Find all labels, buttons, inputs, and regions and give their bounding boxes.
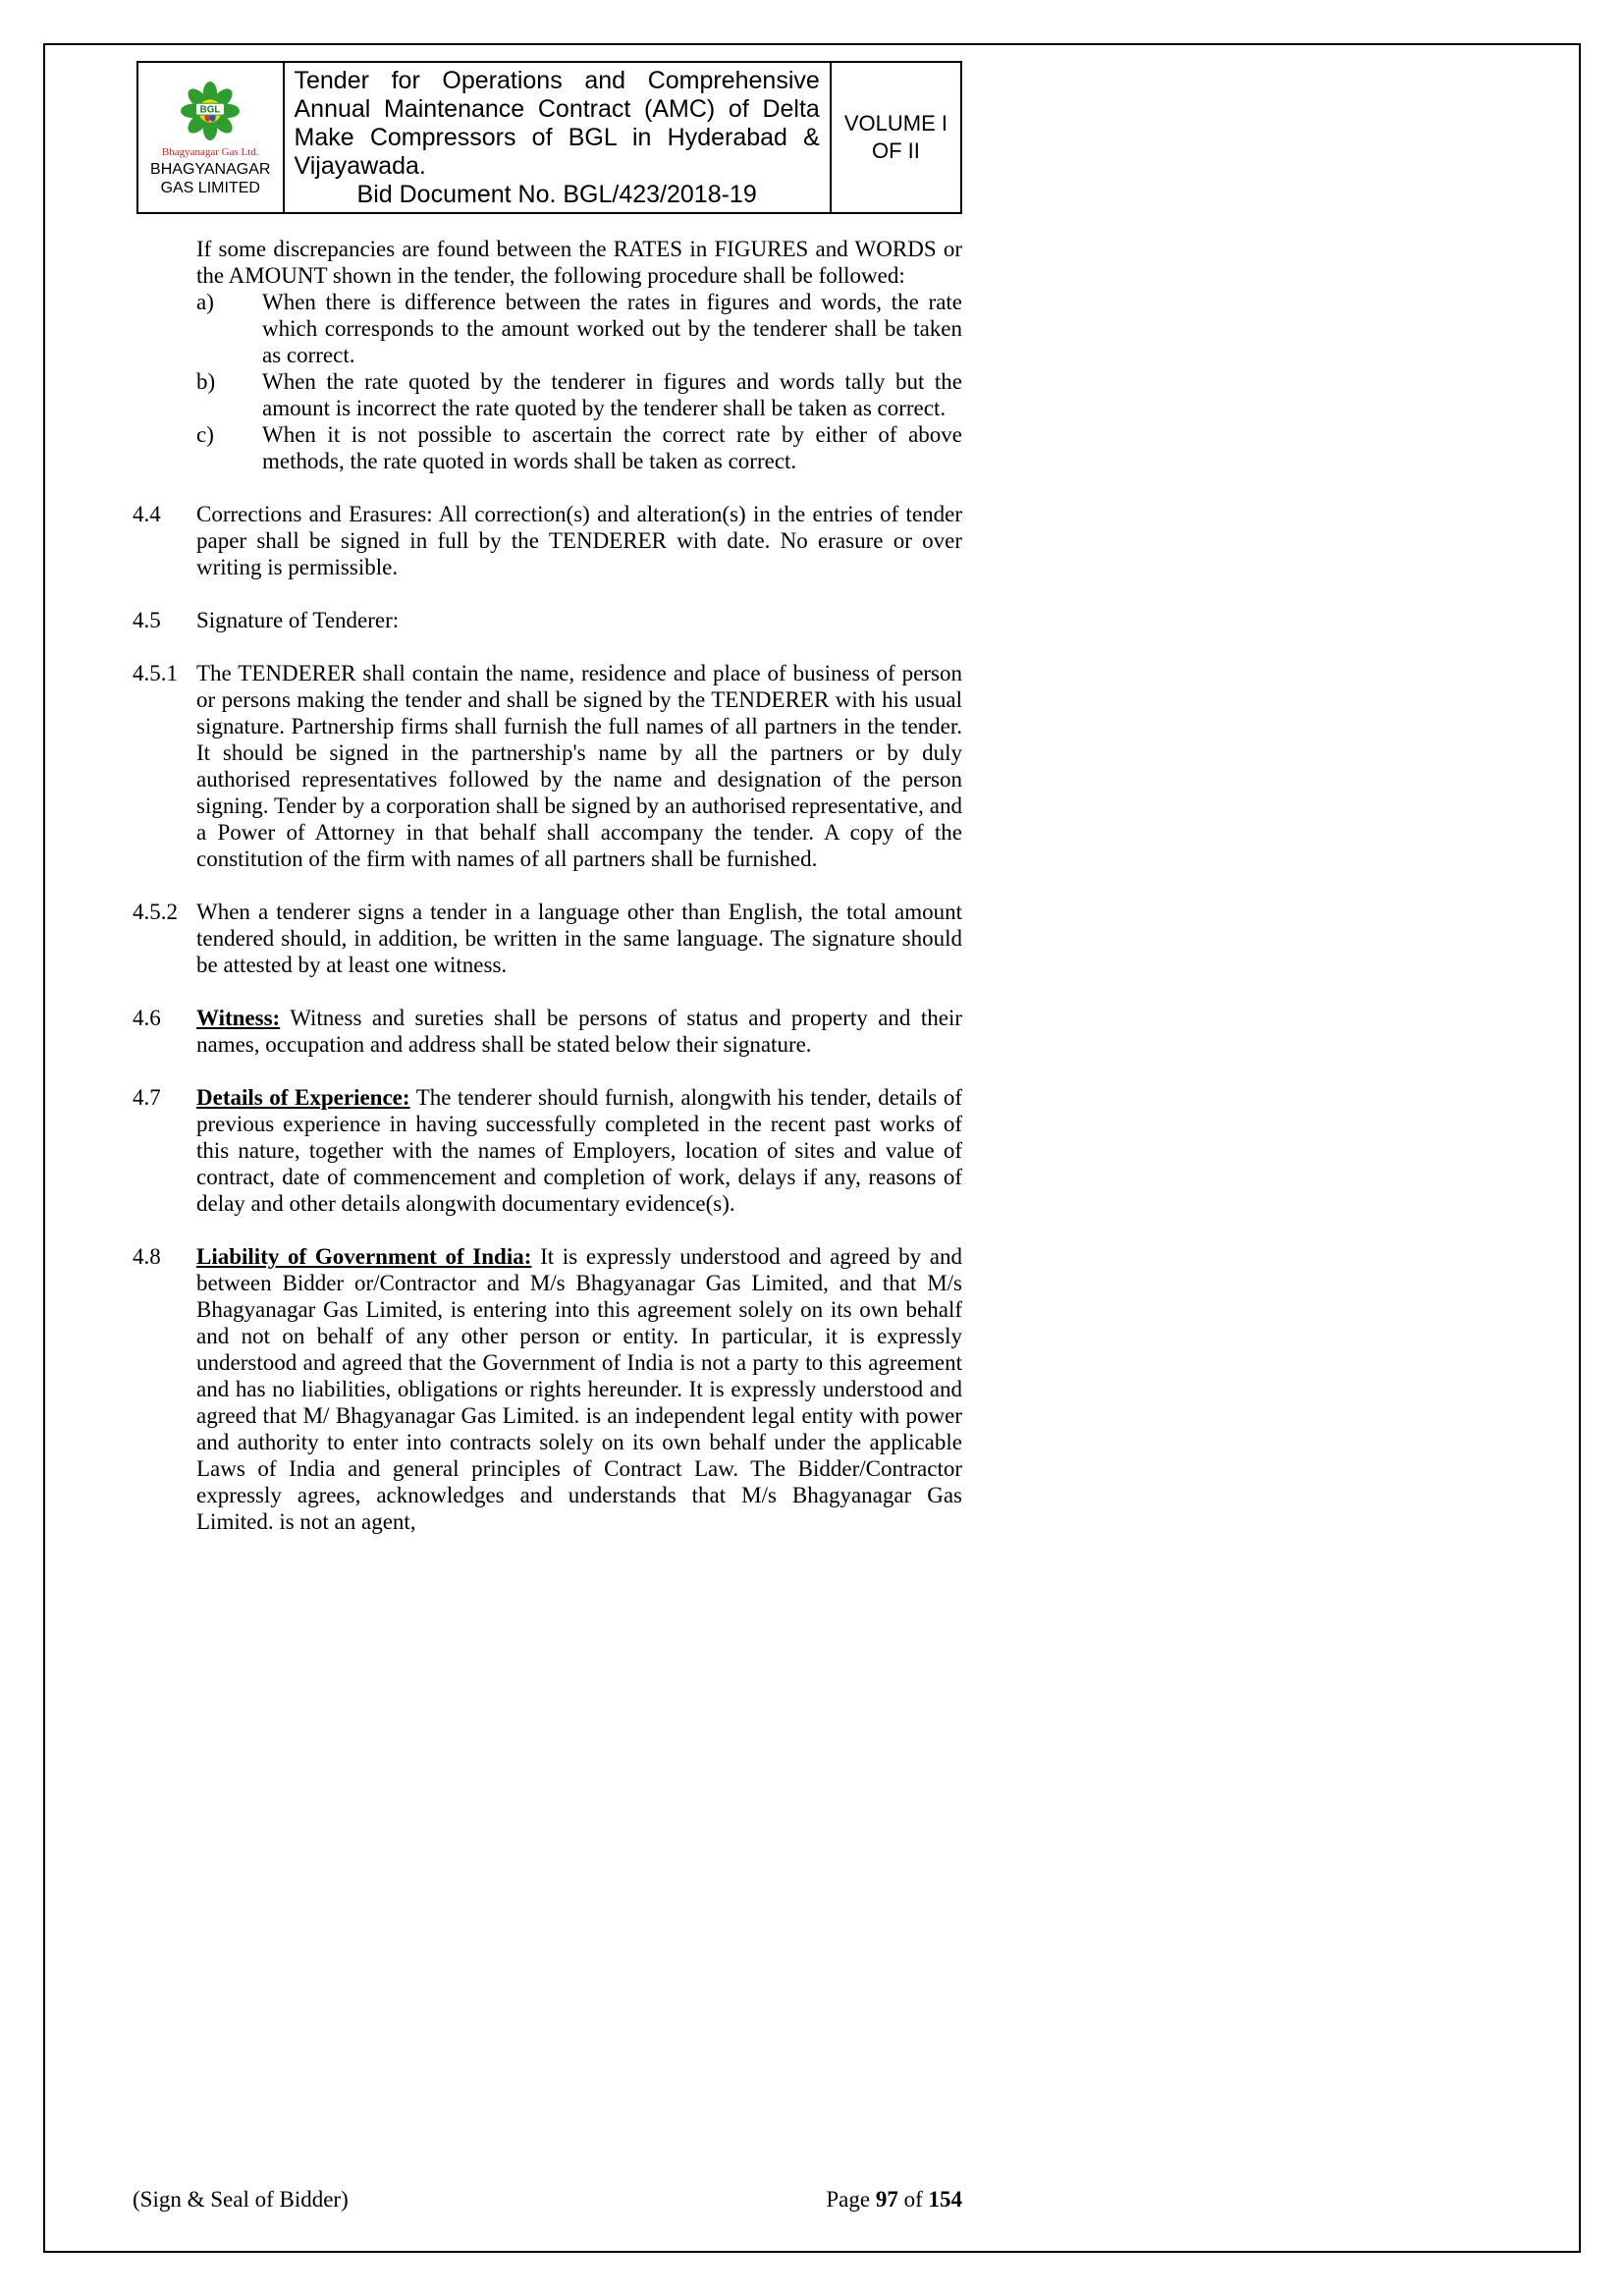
section-number: 4.7 <box>133 1085 161 1110</box>
tender-title: Tender for Operations and Comprehensive Annual Maintenance Contract (AMC) of Delta Make Compressors of BGL in Hyderabad & Vijayawada. <box>294 67 820 180</box>
volume-line-2: OF II <box>871 138 920 163</box>
list-label: b) <box>196 369 216 394</box>
list-text: When it is not possible to ascertain the correct rate by either of above methods, the rate quoted in words shall be taken as correct. <box>262 422 962 473</box>
volume-cell <box>831 62 961 213</box>
list-item-c <box>196 421 962 474</box>
section-number: 4.6 <box>133 1006 161 1030</box>
section-text: Witness: Witness and sureties shall be persons of status and property and their names, occupation and address shall be stated below their signature. <box>196 1006 962 1057</box>
section-text: Corrections and Erasures: All correction(s) and alteration(s) in the entries of tender paper shall be signed in full by the TENDERER with date. No erasure or over writing is permissible. <box>196 502 962 579</box>
list-label: c) <box>196 422 214 447</box>
section-4-6 <box>133 1005 962 1058</box>
logo-cell <box>137 62 284 213</box>
section-text: When a tenderer signs a tender in a language other than English, the total amount tendered should, in addition, be written in the same language. The signature should be attested by at least one witness. <box>196 900 962 977</box>
volume-line-1: VOLUME I <box>843 111 947 136</box>
logo-acronym: BGL <box>199 104 221 116</box>
section-text: The TENDERER shall contain the name, residence and place of business of person or persons making the tender and shall be signed by the TENDERER with his usual signature. Partnership firms shall furnish the full names of all partners in the tender. It should be signed in the partnership's name by all the partners or by duly authorised representatives followed by the name and designation of the person signing. Tender by a corporation shall be signed by an authorised representative, and a Power of Attorney in that behalf shall accompany the tender. A copy of the constitution of the firm with names of all partners shall be furnished. <box>196 661 962 871</box>
company-name: BHAGYANAGAR GAS LIMITED <box>150 160 271 196</box>
bid-document-number: Bid Document No. BGL/423/2018-19 <box>356 181 757 208</box>
header-table <box>136 61 962 214</box>
page-total: 154 <box>928 2187 962 2212</box>
section-4-8 <box>133 1243 962 1535</box>
section-text: Liability of Government of India: It is expressly understood and agreed by and between Bidder or/Contractor and M/s Bhagyanagar Gas Limited, and that M/s Bhagyanagar Gas Limited, is entering into this agreement solely on its own behalf and not on behalf of any other person or entity. In particular, it is expressly understood and agreed that the Government of India is not a party to this agreement and has no liabilities, obligations or rights hereunder. It is expressly understood and agreed that M/ Bhagyanagar Gas Limited. is an independent legal entity with power and authority to enter into contracts solely on its own behalf under the applicable Laws of India and general principles of Contract Law. The Bidder/Contractor expressly agrees, acknowledges and understands that M/s Bhagyanagar Gas Limited. is not an agent, <box>196 1244 962 1534</box>
section-number: 4.5.2 <box>133 900 178 924</box>
list-item-a <box>196 289 962 368</box>
section-text: Signature of Tenderer: <box>196 608 400 632</box>
page-content <box>133 61 962 1535</box>
title-cell <box>284 62 831 213</box>
section-4-4 <box>133 501 962 580</box>
section-number: 4.8 <box>133 1244 161 1269</box>
section-4-5 <box>133 607 962 633</box>
section-number: 4.4 <box>133 502 161 526</box>
list-text: When there is difference between the rates in figures and words, the rate which corresponds to the amount worked out by the tenderer shall be taken as correct. <box>262 290 962 367</box>
page-number: 97 <box>875 2187 898 2212</box>
intro-paragraph: If some discrepancies are found between the RATES in FIGURES and WORDS or the AMOUNT shown in the tender, the following procedure shall be followed: <box>196 237 962 288</box>
section-4-5-1 <box>133 660 962 872</box>
section-number: 4.5.1 <box>133 661 178 685</box>
section-text: Details of Experience: The tenderer should furnish, alongwith his tender, details of previous experience in having successfully completed in the recent past works of this nature, together with the names of Employers, location of sites and value of contract, date of commencement and completion of work, delays if any, reasons of delay and other details alongwith documentary evidence(s). <box>196 1085 962 1216</box>
list-text: When the rate quoted by the tenderer in figures and words tally but the amount is incorrect the rate quoted by the tenderer shall be taken as correct. <box>262 369 962 420</box>
section-4-5-2 <box>133 899 962 978</box>
page-indicator: Page 97 of 154 <box>826 2187 962 2212</box>
section-4-7 <box>133 1084 962 1217</box>
list-item-b <box>196 368 962 421</box>
list-label: a) <box>196 290 214 314</box>
bgl-logo-icon <box>180 104 241 145</box>
logo-subtitle: Bhagyanagar Gas Ltd. <box>161 145 259 158</box>
sign-seal-note: (Sign & Seal of Bidder) <box>133 2187 349 2212</box>
page-footer <box>133 2186 962 2213</box>
section-number: 4.5 <box>133 608 161 632</box>
